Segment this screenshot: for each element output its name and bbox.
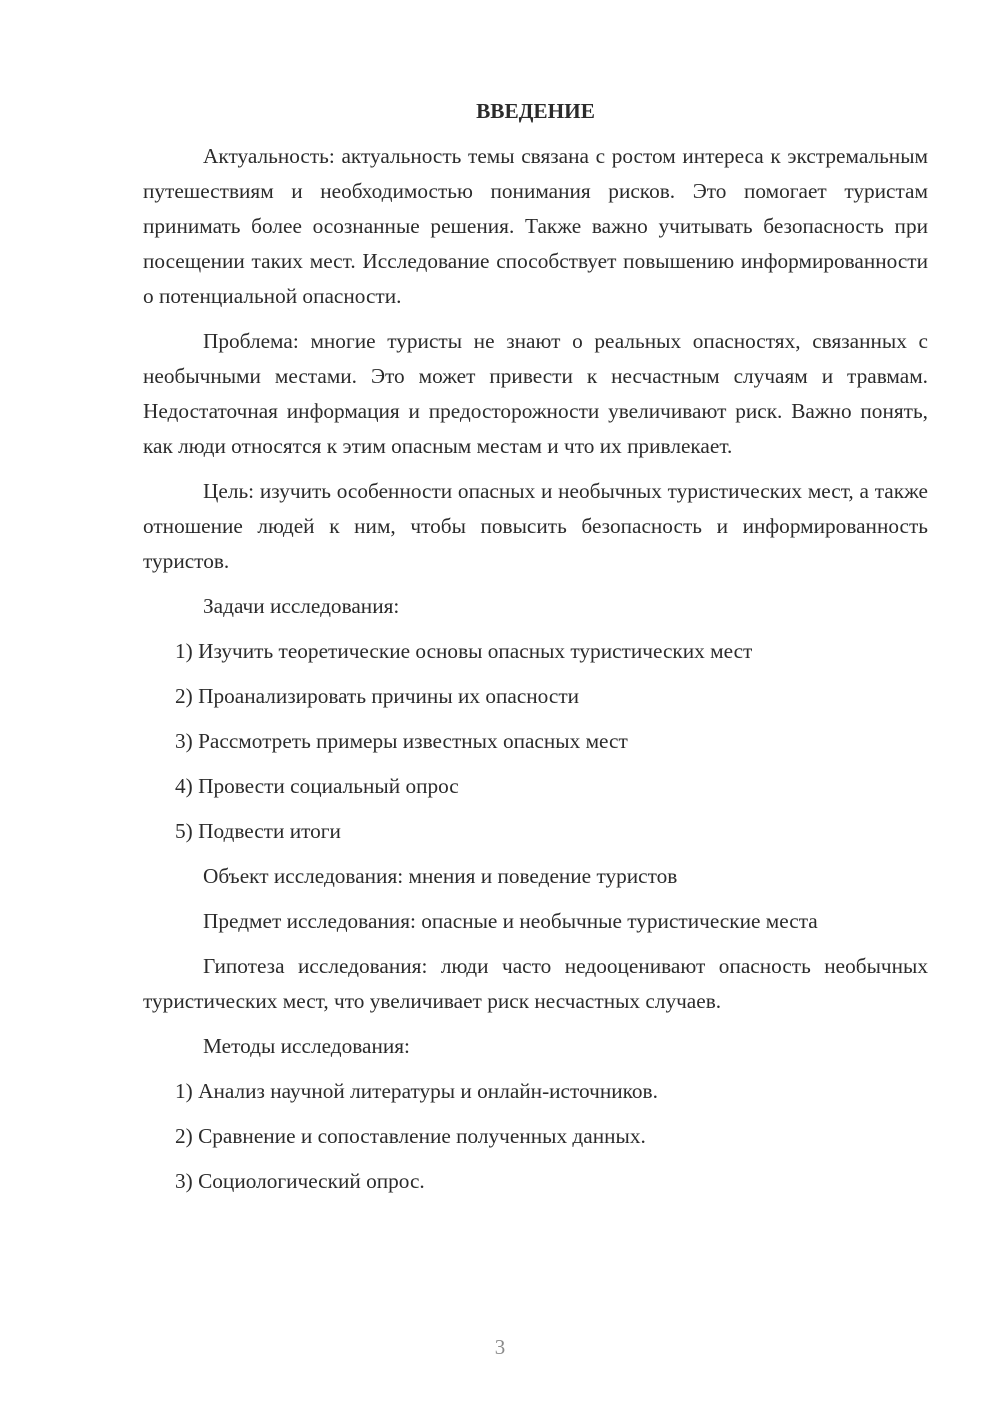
method-item: 1) Анализ научной литературы и онлайн-источников.: [175, 1079, 658, 1103]
goal-paragraph: Цель: изучить особенности опасных и необычных туристических мест, а также отношение людей к ним, чтобы повысить безопасность и информированность туристов.: [143, 479, 928, 573]
document-title: ВВЕДЕНИЕ: [476, 99, 595, 123]
problem-paragraph: Проблема: многие туристы не знают о реальных опасностях, связанных с необычными местами. Это может привести к несчастным случаям и травмам. Недостаточная информация и предосторожности увеличивают риск. Важно понять, как люди относятся к этим опасным местам и что их привлекает.: [143, 329, 928, 458]
object-paragraph: Объект исследования: мнения и поведение туристов: [203, 864, 678, 888]
task-item: 3) Рассмотреть примеры известных опасных мест: [175, 729, 628, 753]
subject-paragraph: Предмет исследования: опасные и необычные туристические места: [203, 909, 818, 933]
methods-heading: Методы исследования:: [203, 1034, 410, 1058]
task-item: 1) Изучить теоретические основы опасных туристических мест: [175, 639, 753, 663]
method-item: 3) Социологический опрос.: [175, 1169, 425, 1193]
page-number: 3: [494, 1335, 506, 1359]
method-item: 2) Сравнение и сопоставление полученных данных.: [175, 1124, 646, 1148]
relevance-paragraph: Актуальность: актуальность темы связана с ростом интереса к экстремальным путешествиям и необходимостью понимания рисков. Это помогает туристам принимать более осознанные решения. Также важно учитывать безопасность при посещении таких мест. Исследование способствует повышению информированности о потенциальной опасности.: [143, 144, 928, 308]
tasks-heading: Задачи исследования:: [203, 594, 400, 618]
task-item: 2) Проанализировать причины их опасности: [175, 684, 580, 708]
hypothesis-paragraph: Гипотеза исследования: люди часто недооценивают опасность необычных туристических мест, что увеличивает риск несчастных случаев.: [143, 954, 928, 1013]
document-page: [143, 95, 928, 1209]
task-item: 4) Провести социальный опрос: [175, 774, 459, 798]
tasks-list: [143, 634, 928, 849]
task-item: 5) Подвести итоги: [175, 819, 341, 843]
methods-list: [143, 1074, 928, 1199]
